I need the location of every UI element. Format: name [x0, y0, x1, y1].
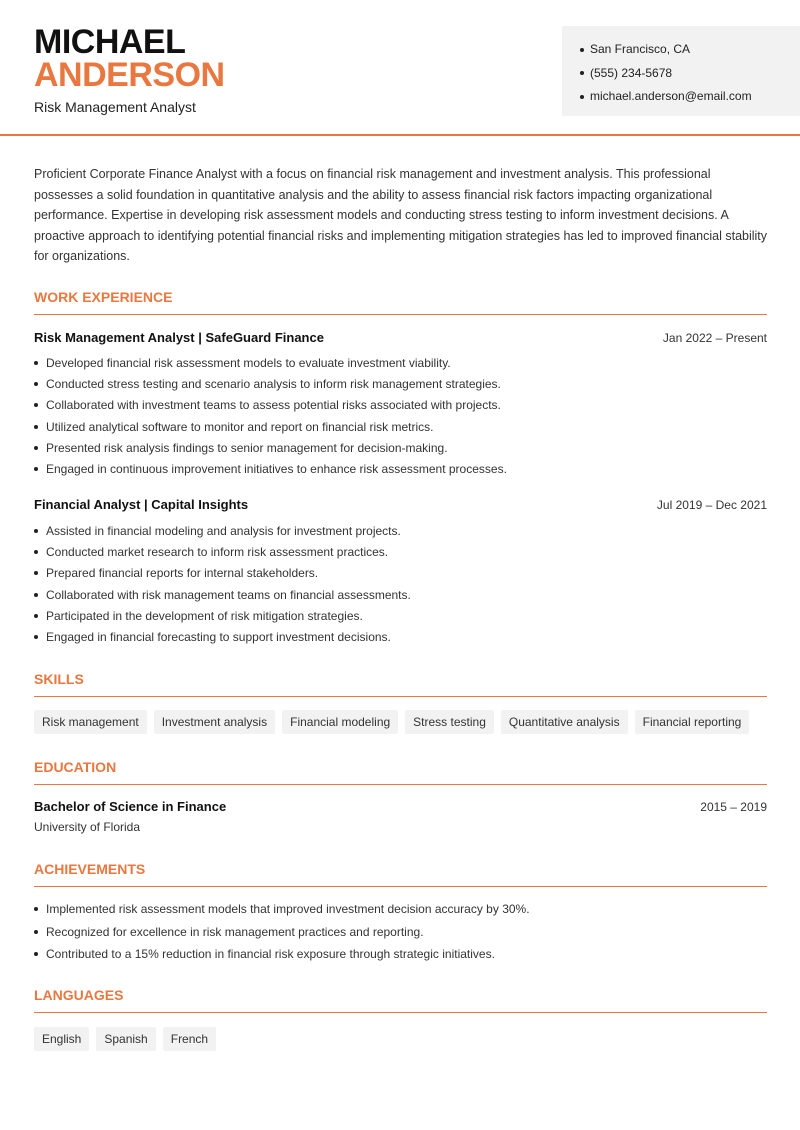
list-item [34, 563, 767, 584]
job-header [34, 497, 767, 512]
job-bullet-list [34, 520, 767, 648]
list-item [34, 416, 767, 437]
job-dates: Jan 2022 – Present [662, 331, 767, 345]
list-item-text: Collaborated with risk management teams on financial assessments. [46, 587, 411, 602]
list-item-text: Engaged in continuous improvement initiatives to enhance risk assessment processes. [46, 462, 507, 477]
contact-text[interactable]: michael.anderson@email.com [590, 89, 752, 103]
section-title-education: EDUCATION [34, 759, 767, 785]
list-item [34, 943, 767, 966]
bullet-icon [34, 593, 38, 597]
list-item-text: Assisted in financial modeling and analysis for investment projects. [46, 523, 401, 538]
skill-tag: Financial reporting [635, 710, 750, 734]
bullet-icon [34, 635, 38, 639]
bullet-icon [34, 571, 38, 575]
first-name: MICHAEL [34, 23, 186, 61]
achievements-list [34, 898, 767, 966]
skill-tag: Quantitative analysis [501, 710, 628, 734]
education-dates: 2015 – 2019 [700, 800, 767, 814]
section-title-languages: LANGUAGES [34, 987, 767, 1013]
school: University of Florida [34, 820, 141, 834]
list-item [34, 520, 767, 541]
skill-tag: Financial modeling [282, 710, 398, 734]
bullet-icon [580, 95, 584, 99]
skill-tag: Investment analysis [154, 710, 275, 734]
list-item [34, 921, 767, 944]
bullet-icon [34, 529, 38, 533]
contact-phone [580, 62, 800, 86]
contact-text: San Francisco, CA [590, 42, 691, 56]
list-item-text: Engaged in financial forecasting to support investment decisions. [46, 630, 391, 645]
list-item-text: Utilized analytical software to monitor and report on financial risk metrics. [46, 419, 434, 434]
summary-paragraph: Proficient Corporate Finance Analyst with a focus on financial risk management and investment analysis. This professional possesses a solid foundation in quantitative analysis and the ability to assess financial risk factors impacting organizational performance. Expertise in developing risk assessment models and conducting stress testing to inform investment decisions. A proactive approach to identifying potential financial risks and implementing mitigation strategies has led to improved financial stability for organizations. [34, 167, 768, 263]
job-header [34, 330, 767, 345]
language-tag: French [163, 1027, 216, 1051]
list-item-text: Recognized for excellence in risk management practices and reporting. [46, 924, 424, 939]
bullet-icon [34, 382, 38, 386]
contact-text: (555) 234-5678 [590, 65, 673, 80]
list-item [34, 584, 767, 605]
job-role: Financial Analyst | Capital Insights [34, 497, 249, 512]
list-item-text: Conducted market research to inform risk assessment practices. [46, 544, 389, 559]
list-item [34, 458, 767, 479]
bullet-icon [34, 403, 38, 407]
contact-email[interactable] [580, 85, 800, 109]
bullet-icon [34, 930, 38, 934]
job-title: Risk Management Analyst [34, 99, 196, 115]
list-item-text: Implemented risk assessment models that improved investment decision accuracy by 30%. [46, 902, 530, 917]
job-dates: Jul 2019 – Dec 2021 [656, 498, 767, 512]
list-item-text: Prepared financial reports for internal stakeholders. [46, 566, 319, 581]
list-item-text: Developed financial risk assessment models to evaluate investment viability. [46, 355, 451, 370]
list-item [34, 898, 767, 921]
bullet-icon [34, 467, 38, 471]
contact-location [580, 38, 800, 62]
resume-header [0, 0, 800, 136]
bullet-icon [34, 361, 38, 365]
bullet-icon [34, 952, 38, 956]
list-item [34, 605, 767, 626]
contact-box [562, 26, 800, 116]
bullet-icon [580, 48, 584, 52]
skill-tag: Risk management [34, 710, 147, 734]
bullet-icon [34, 425, 38, 429]
bullet-icon [580, 71, 584, 75]
list-item [34, 395, 767, 416]
degree: Bachelor of Science in Finance [34, 799, 227, 814]
languages-tags [34, 1027, 216, 1051]
list-item-text: Participated in the development of risk mitigation strategies. [46, 608, 363, 623]
list-item [34, 626, 767, 647]
list-item-text: Conducted stress testing and scenario analysis to inform risk management strategies. [46, 376, 501, 391]
section-title-work: WORK EXPERIENCE [34, 289, 767, 315]
list-item [34, 352, 767, 373]
bullet-icon [34, 907, 38, 911]
language-tag: English [34, 1027, 89, 1051]
list-item [34, 437, 767, 458]
bullet-icon [34, 614, 38, 618]
section-title-skills: SKILLS [34, 671, 767, 697]
bullet-icon [34, 550, 38, 554]
language-tag: Spanish [96, 1027, 155, 1051]
bullet-icon [34, 446, 38, 450]
list-item [34, 373, 767, 394]
education-row [34, 799, 767, 814]
list-item-text: Collaborated with investment teams to assess potential risks associated with projects. [46, 398, 501, 413]
list-item-text: Presented risk analysis findings to senior management for decision-making. [46, 440, 448, 455]
skill-tag: Stress testing [405, 710, 494, 734]
skills-tags [34, 710, 749, 734]
list-item [34, 541, 767, 562]
section-title-achievements: ACHIEVEMENTS [34, 861, 767, 887]
last-name: ANDERSON [34, 56, 225, 94]
job-bullet-list [34, 352, 767, 480]
list-item-text: Contributed to a 15% reduction in financial risk exposure through strategic initiatives. [46, 947, 495, 962]
job-role: Risk Management Analyst | SafeGuard Finance [34, 330, 324, 345]
